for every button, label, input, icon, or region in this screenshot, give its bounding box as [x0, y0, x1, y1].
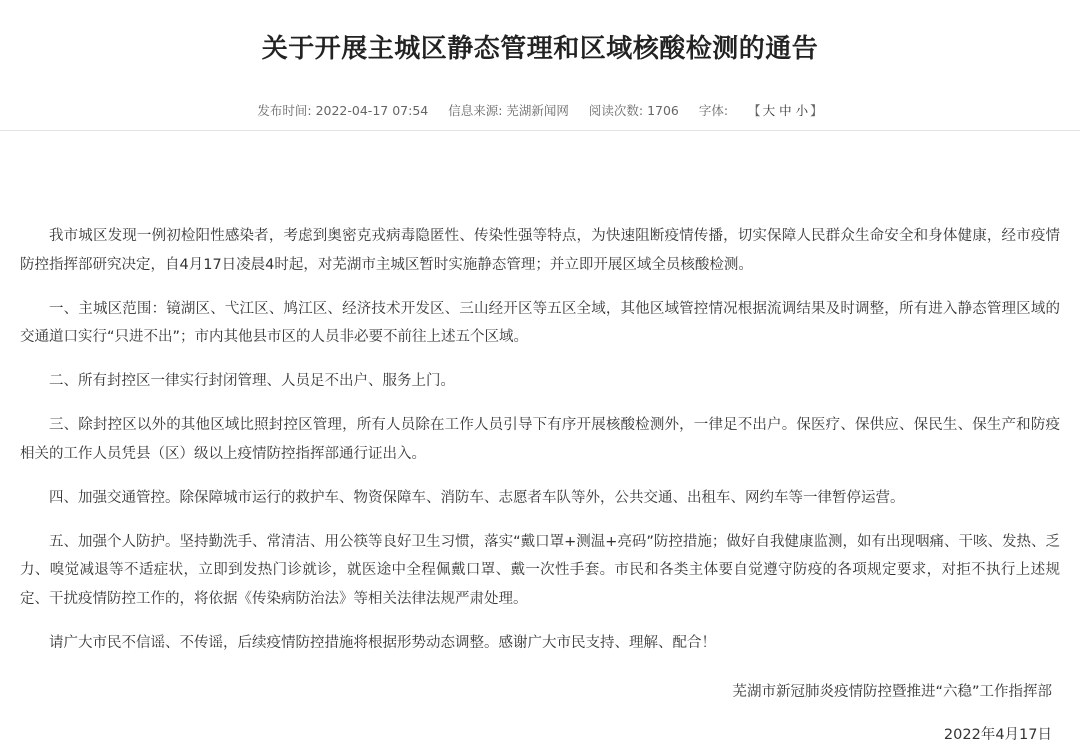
view-count: 1706 [647, 103, 679, 118]
paragraph-intro: 我市城区发现一例初检阳性感染者，考虑到奥密克戎病毒隐匿性、传染性强等特点，为快速阻断疫情传播，切实保障人民群众生命安全和身体健康，经市疫情防控指挥部研究决定，自4月17日凌晨4时起，对芜湖市主城区暂时实施静态管理；并立即开展区域全员核酸检测。 [20, 228, 1060, 273]
font-size-small-button[interactable]: 小 [795, 103, 809, 118]
page-title: 关于开展主城区静态管理和区域核酸检测的通告 [261, 34, 819, 64]
paragraph-4: 四、加强交通管控。除保障城市运行的救护车、物资保障车、消防车、志愿者车队等外，公共交通、出租车、网约车等一律暂停运营。 [49, 489, 905, 506]
paragraph-2: 二、所有封控区一律实行封闭管理、人员足不出户、服务上门。 [49, 373, 455, 389]
publish-time: 2022-04-17 07:54 [315, 103, 429, 118]
source-label: 信息来源: [448, 103, 503, 118]
article-meta [0, 101, 1080, 119]
signature-date: 2022年4月17日 [943, 727, 1052, 743]
source: 芜湖新闻网 [506, 103, 569, 118]
font-bracket-open: 【 [748, 103, 761, 118]
paragraph-closing: 请广大市民不信谣、不传谣，后续疫情防控措施将根据形势动态调整。感谢广大市民支持、理解、配合！ [49, 634, 716, 651]
article-body [20, 222, 1060, 673]
font-size-large-button[interactable]: 大 [762, 103, 776, 118]
signature: 芜湖市新冠肺炎疫情防控暨推进“六稳”工作指挥部 [732, 684, 1052, 700]
publish-time-label: 发布时间: [257, 103, 312, 118]
view-count-label: 阅读次数: [588, 103, 644, 118]
font-size-medium-button[interactable]: 中 [779, 103, 792, 118]
paragraph-3: 三、除封控区以外的其他区域比照封控区管理，所有人员除在工作人员引导下有序开展核酸检测外，一律足不出户。保医疗、保供应、保民生、保生产和防疫相关的工作人员凭县（区）级以上疫情防控指挥部通行证出入。 [20, 417, 1060, 462]
font-size-label: 字体: [698, 103, 729, 118]
paragraph-5: 五、加强个人防护。坚持勤洗手、常清洁、用公筷等良好卫生习惯，落实“戴口罩+测温+亮码”防控措施；做好自我健康监测，如有出现咽痛、干咳、发热、乏力、嗅觉减退等不适症状，立即到发热门诊就诊，就医途中全程佩戴口罩、戴一次性手套。市民和各类主体要自觉遵守防疫的各项规定要求，对拒不执行上述规定、干扰疫情防控工作的，将依据《传染病防治法》等相关法律法规严肃处理。 [20, 533, 1060, 607]
font-bracket-close: 】 [810, 103, 823, 118]
paragraph-1: 一、主城区范围：镜湖区、弋江区、鸠江区、经济技术开发区、三山经开区等五区全域，其他区域管控情况根据流调结果及时调整，所有进入静态管理区域的交通道口实行“只进不出”；市内其他县市区的人员非必要不前往上述五个区域。 [20, 300, 1060, 345]
header-divider [0, 130, 1080, 131]
